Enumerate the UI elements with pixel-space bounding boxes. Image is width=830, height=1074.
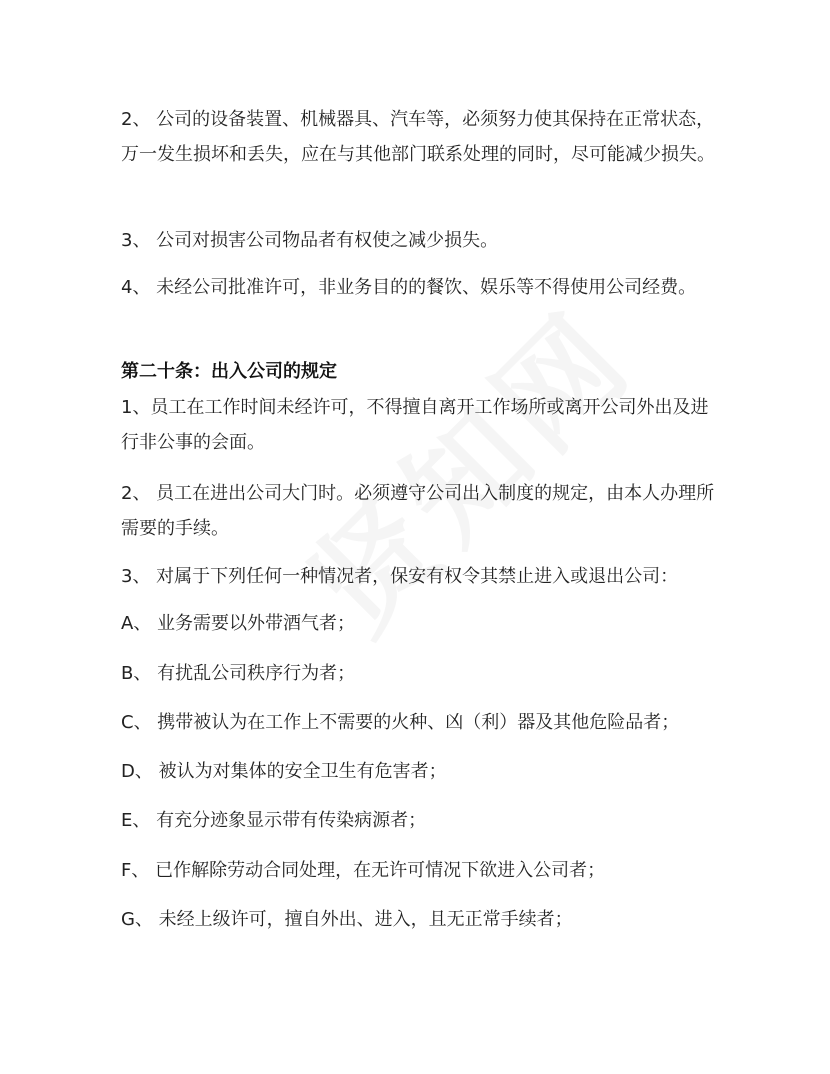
paragraph-rule-2-gate: 2、 员工在进出公司大门时。必须遵守公司出入制度的规定，由本人办理所需要的手续。 xyxy=(121,483,715,539)
section-heading-article-20: 第二十条：出入公司的规定 xyxy=(121,361,337,382)
paragraph-item-4-expenses: 4、 未经公司批准许可，非业务目的的餐饮、娱乐等不得使用公司经费。 xyxy=(121,277,697,298)
paragraph-item-2-equipment: 2、 公司的设备装置、机械器具、汽车等，必须努力使其保持在正常状态，万一发生损坏和丢失，应在与其他部门联系处理的同时，尽可能减少损失。 xyxy=(121,109,715,165)
list-item-f: F、 已作解除劳动合同处理，在无许可情况下欲进入公司者； xyxy=(121,860,606,881)
list-item-b: B、 有扰乱公司秩序行为者； xyxy=(121,663,356,684)
list-item-g: G、 未经上级许可，擅自外出、进入，且无正常手续者； xyxy=(121,909,573,930)
list-item-c: C、 携带被认为在工作上不需要的火种、凶（利）器及其他危险品者； xyxy=(121,712,680,733)
list-item-a: A、 业务需要以外带酒气者； xyxy=(121,613,356,634)
paragraph-item-3-damage: 3、 公司对损害公司物品者有权使之减少损失。 xyxy=(121,230,499,251)
list-item-d: D、 被认为对集体的安全卫生有危害者； xyxy=(121,761,447,782)
paragraph-rule-1-leave-work: 1、员工在工作时间未经许可，不得擅自离开工作场所或离开公司外出及进行非公事的会面。 xyxy=(121,397,709,453)
paragraph-rule-3-prohibited: 3、 对属于下列任何一种情况者，保安有权令其禁止进入或退出公司： xyxy=(121,566,679,587)
list-item-e: E、 有充分迹象显示带有传染病源者； xyxy=(121,810,427,831)
